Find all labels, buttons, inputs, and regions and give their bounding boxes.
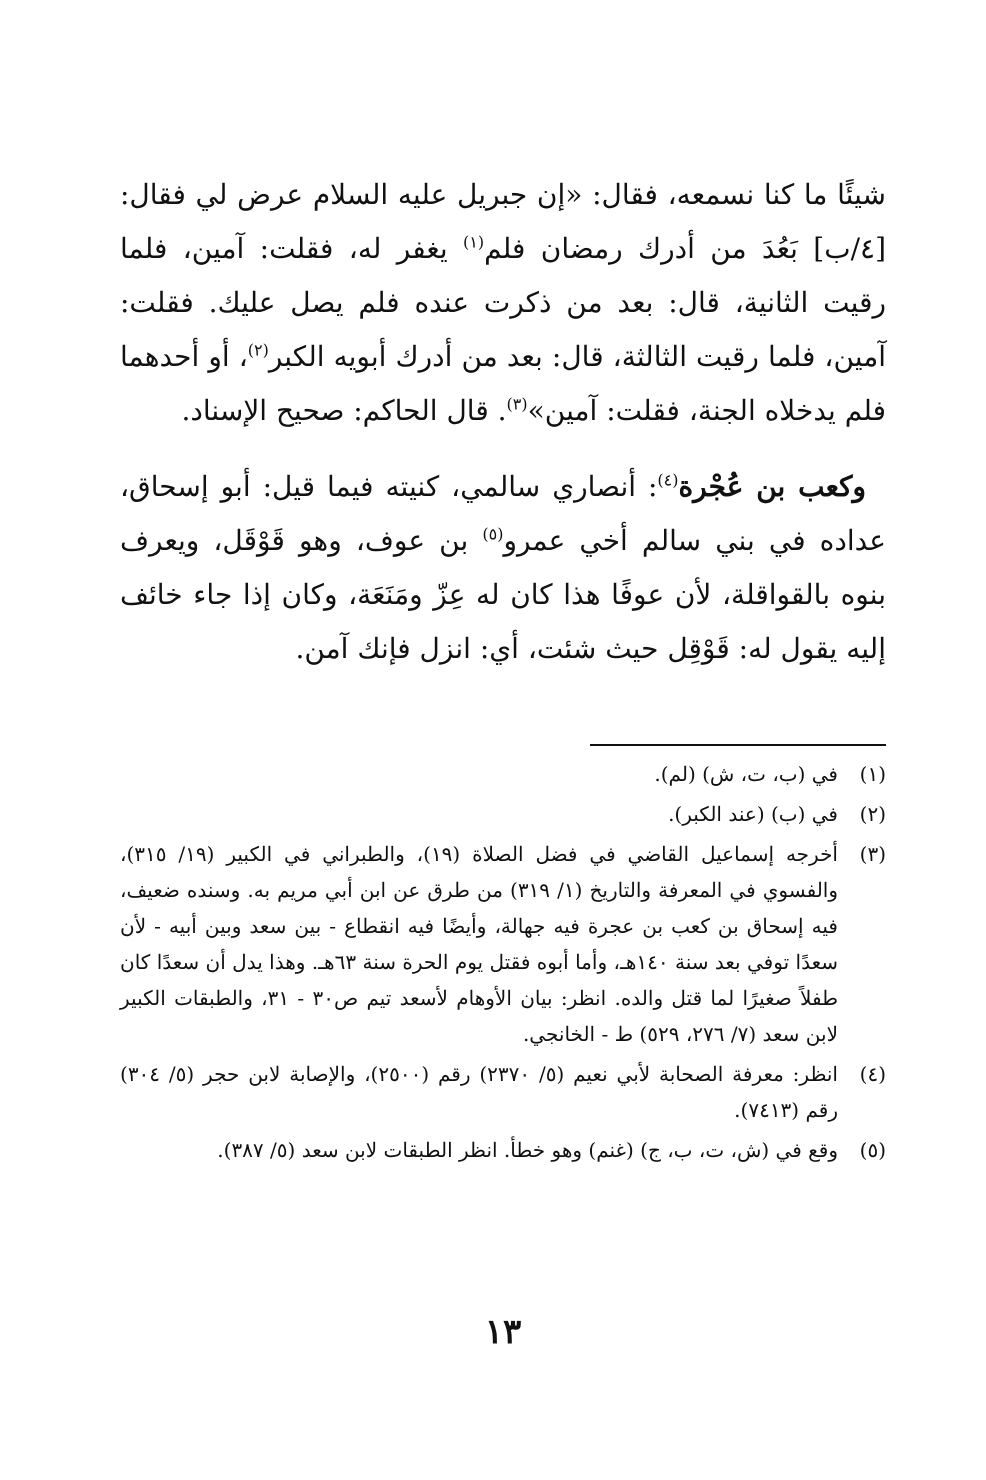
paragraph-1-part-2: يغفر له، فقلت: آمين، فلما رقيت الثانية، قال: بعد من ذكرت عنده فلم يصل عليك. فقلت: آمين، فلما رقيت الثالثة، قال: بعد من أدرك أبويه الكبر	[120, 232, 886, 373]
person-name: وكعب بن عُجْرة	[678, 470, 866, 503]
paragraph-2-part-2: بن عوف، وهو قَوْقَل، ويعرف بنوه بالقواقلة، لأن عوفًا هذا كان له عِزّ ومَنَعَة، وكان إذا جاء خائف إليه يقول له: قَوْقِل حيث شئت، أي: انزل فإنك آمن.	[120, 524, 886, 665]
footnote-number: (٥)	[859, 1138, 886, 1162]
footnote-item	[120, 796, 886, 832]
footnote-item	[120, 1056, 886, 1128]
footnote-text: في (ب، ت، ش) (لم).	[654, 762, 838, 786]
footnote-number: (١)	[859, 762, 886, 786]
footnote-number: (٣)	[859, 842, 886, 866]
footnote-item	[120, 756, 886, 792]
footnote-number: (٤)	[859, 1062, 886, 1086]
footnote-text: أخرجه إسماعيل القاضي في فضل الصلاة (١٩)، والطبراني في الكبير (١٩/ ٣١٥)، والفسوي في المعرفة والتاريخ (١/ ٣١٩) من طرق عن ابن أبي مريم به. وسنده ضعيف، فيه إسحاق بن كعب بن عجرة فيه جهالة، وأيضًا فيه انقطاع - بين سعد وبين أبيه - لأن سعدًا توفي بعد سنة ١٤٠هـ، وأما أبوه فقتل يوم الحرة سنة ٦٣هـ. وهذا يدل أن سعدًا كان طفلاً صغيرًا لما قتل والده. انظر: بيان الأوهام لأسعد تيم ص٣٠ - ٣١، والطبقات الكبير لابن سعد (٧/ ٢٧٦، ٥٢٩) ط - الخانجي.	[120, 842, 839, 1046]
footnote-item	[120, 836, 886, 1052]
document-page	[120, 0, 886, 1480]
footnote-text: في (ب) (عند الكبر).	[668, 802, 838, 826]
footnote-ref-3: (٣)	[506, 394, 528, 414]
page-number: ١٣	[484, 1312, 522, 1352]
paragraph-2-part-1: : أنصاري سالمي، كنيته فيما قيل: أبو إسحاق، عداده في بني سالم أخي عمرو	[120, 470, 887, 557]
footnote-ref-5: (٥)	[482, 524, 504, 544]
footnotes	[120, 756, 886, 1172]
footnote-ref-4: (٤)	[657, 470, 679, 490]
paragraph-1-part-1: شيئًا ما كنا نسمعه، فقال: «إن جبريل عليه السلام عرض لي فقال: [٤/ب] بَعُدَ من أدرك رمضان فلم	[120, 178, 886, 265]
footnote-separator	[590, 744, 886, 746]
footnote-text: وقع في (ش، ت، ب، ج) (غنم) وهو خطأ. انظر الطبقات لابن سعد (٥/ ٣٨٧).	[217, 1138, 838, 1162]
paragraph-1-part-3: ، أو أحدهما فلم يدخلاه الجنة، فقلت: آمين»	[120, 340, 886, 427]
footnote-item	[120, 1132, 886, 1168]
footnote-ref-2: (٢)	[247, 340, 269, 360]
paragraph-1	[120, 168, 886, 438]
footnote-ref-1: (١)	[463, 232, 485, 252]
paragraph-2	[120, 460, 886, 676]
footnote-text: انظر: معرفة الصحابة لأبي نعيم (٥/ ٢٣٧٠) رقم (٢٥٠٠)، والإصابة لابن حجر (٥/ ٣٠٤) رقم (٧٤١٣).	[120, 1062, 838, 1122]
footnote-number: (٢)	[859, 802, 886, 826]
paragraph-1-part-4: . قال الحاكم: صحيح الإسناد.	[181, 394, 507, 427]
main-text	[120, 168, 886, 676]
